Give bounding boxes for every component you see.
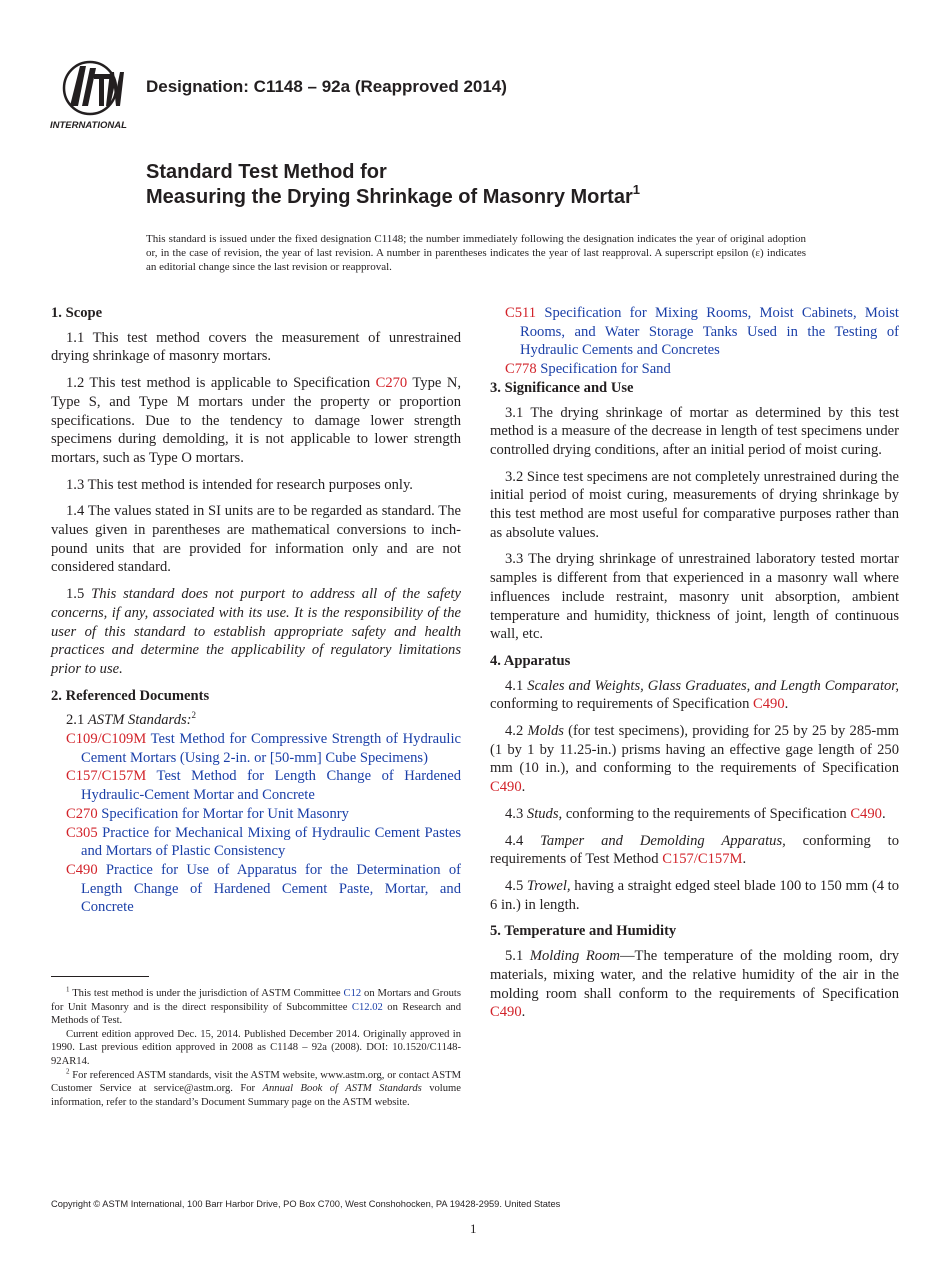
committee-link-c12[interactable]: C12 (343, 988, 362, 999)
left-column (51, 304, 461, 917)
paragraph-1-4: 1.4 The values stated in SI units are to be regarded as standard. The values given in parentheses are mathematical conversions to inch-pound units that are provided for information only and are not considered standard. (51, 503, 461, 576)
designation: Designation: C1148 – 92a (Reapproved 2014) (146, 77, 507, 96)
p1-5-number: 1.5 (66, 586, 92, 603)
ref-link-c490[interactable]: C490 (753, 696, 785, 713)
title-footnote-mark: 1 (632, 182, 640, 198)
right-column (490, 304, 899, 1030)
p1-2-text: 1.2 This test method is applicable to Specification (66, 375, 376, 392)
p4-4-text: conforming to requirements of Test Method (490, 832, 899, 868)
p4-1-text: conforming to requirements of Specification (490, 696, 754, 713)
reference-code[interactable]: C511 (505, 305, 537, 321)
paragraph-3-2: 3.2 Since test specimens are not completely unrestrained during the initial period of moist curing, measurements of drying shrinkage by this test method are most useful for comparative purposes rather than as absolute values. (490, 468, 899, 541)
paragraph-4-2 (490, 722, 899, 797)
p1-5-text: This standard does not purport to address all of the safety concerns, if any, associated with its use. It is the responsibility of the user of this standard to establish appropriate safety and health practices and determine the applicability of regulatory limitations prior to use. (51, 586, 461, 677)
footnote-rule (51, 976, 149, 977)
reference-title[interactable]: Test Method for Length Change of Hardened Hydraulic-Cement Mortar and Concrete (81, 768, 461, 804)
footnote-2-mark: 2 (66, 1067, 70, 1076)
reference-code[interactable]: C270 (66, 805, 98, 822)
p4-2-end: . (521, 779, 526, 796)
reference-title[interactable]: Specification for Mixing Rooms, Moist Cabinets, Moist Rooms, and Water Storage Tanks Used in the Testing of Hydraulic Cements and Concretes (520, 305, 899, 359)
p1-2-text-cont: Type N, Type S, and Type M mortars under the property or proportion specifications. Due to the tendency to damage lower strength specimens during demolding, it is not applicable to lower strength mortars, such as Type O mortars. (51, 375, 462, 466)
page-number: 1 (470, 1221, 477, 1236)
reference-code[interactable]: C490 (66, 861, 98, 878)
reference-item (51, 767, 461, 804)
p2-1-number: 2.1 (66, 712, 88, 729)
paragraph-3-3: 3.3 The drying shrinkage of unrestrained laboratory tested mortar samples is different from that experienced in a masonry wall where influences include restraint, masonry unit absorption, ambient temperature and humidity, thickness of joint, length of continuous wall, etc. (490, 551, 899, 643)
footnote-1-mark: 1 (66, 985, 70, 994)
p2-1-text: ASTM Standards: (87, 712, 192, 729)
footnote-1-edition: Current edition approved Dec. 15, 2014. Published December 2014. Originally approved in 1990. Last previous edition approved in 2008 as C1148 – 92a (2008). DOI: 10.1520/C1148-92AR14. (51, 1028, 461, 1067)
reference-code[interactable]: C109/C109M (66, 731, 147, 748)
p4-1-term: Scales and Weights, Glass Graduates, and Length Comparator, (527, 677, 900, 694)
paragraph-5-1 (490, 947, 899, 1022)
astm-logo-subtitle: INTERNATIONAL (50, 120, 127, 131)
reference-code[interactable]: C157/C157M (66, 768, 147, 785)
paragraph-1-1: 1.1 This test method covers the measurement of unrestrained drying shrinkage of masonry mortars. (51, 329, 461, 365)
temperature-heading: 5. Temperature and Humidity (490, 923, 677, 940)
p4-4-end: . (742, 851, 747, 868)
p4-3-term: Studs, (526, 805, 563, 822)
reference-code[interactable]: C305 (66, 824, 98, 841)
footnote-1-text: This test method is under the jurisdiction of ASTM Committee (69, 988, 344, 999)
paragraph-4-1 (490, 677, 899, 714)
ref-link-c157[interactable]: C157/C157M (662, 851, 743, 868)
p4-1-number: 4.1 (505, 677, 528, 694)
p4-5-number: 4.5 (505, 877, 527, 894)
p4-3-text: conforming to the requirements of Specification (562, 805, 851, 822)
referenced-documents-heading: 2. Referenced Documents (51, 687, 210, 704)
reference-title[interactable]: Specification for Mortar for Unit Masonry (101, 805, 349, 822)
reference-title[interactable]: Test Method for Compressive Strength of Hydraulic Cement Mortars (Using 2-in. or [50-mm] Cube Specimens) (81, 731, 461, 766)
title-line-2-text: Measuring the Drying Shrinkage of Masonry Mortar (146, 186, 633, 208)
copyright-notice: Copyright © ASTM International, 100 Barr Harbor Drive, PO Box C700, West Conshohocken, PA 19428-2959. United States (51, 1199, 561, 1209)
p5-1-number: 5.1 (505, 948, 530, 965)
reference-item (490, 304, 899, 360)
p4-5-text: having a straight edged steel blade 100 to 150 mm (4 to 6 in.) in length. (490, 877, 899, 913)
p4-5-term: Trowel, (526, 877, 571, 894)
footnote-1 (51, 987, 461, 1028)
paragraph-1-2 (51, 374, 461, 468)
paragraph-2-1 (51, 711, 461, 730)
reference-code[interactable]: C778 (505, 361, 537, 378)
significance-heading: 3. Significance and Use (490, 379, 634, 396)
p4-4-number: 4.4 (505, 832, 541, 849)
reference-item (51, 824, 461, 861)
paragraph-4-3 (490, 805, 899, 824)
p4-1-end: . (784, 696, 789, 713)
p5-1-end: . (521, 1004, 526, 1021)
p4-3-end: . (881, 805, 886, 822)
reference-item (51, 730, 461, 767)
p4-2-text: (for test specimens), providing for 25 by 25 by 285-mm (1 by 1 by 11.25-in.) prisms having an effective gage length of 250 mm (10 in.), and conforming to the requirements of Specification (490, 723, 899, 777)
title-line-2 (146, 182, 640, 210)
scope-heading: 1. Scope (51, 305, 103, 321)
p4-4-term: Tamper and Demolding Apparatus, (540, 832, 786, 849)
paragraph-3-1: 3.1 The drying shrinkage of mortar as determined by this test method is a measure of the decrease in length of test specimens under controlled drying conditions, after an initial period of moist curing. (490, 404, 899, 458)
ref-link-c270[interactable]: C270 (375, 375, 408, 392)
astm-logo-mark (64, 62, 124, 114)
p5-1-text: —The temperature of the molding room, dry materials, mixing water, and the relative humidity of the air in the molding room shall conform to the requirements of Specification (490, 948, 899, 1002)
footnote-2-book-title: Annual Book of ASTM Standards (262, 1083, 422, 1095)
apparatus-heading: 4. Apparatus (490, 652, 571, 669)
footnote-2-text-end: volume information, refer to the standard’s Document Summary page on the ASTM website. (51, 1083, 461, 1108)
p4-3-number: 4.3 (505, 805, 527, 822)
paragraph-1-5 (51, 585, 461, 679)
ref-link-c490[interactable]: C490 (490, 1004, 522, 1021)
footnote-2 (51, 1069, 461, 1110)
reference-title[interactable]: Practice for Mechanical Mixing of Hydraulic Cement Pastes and Mortars of Plastic Consistency (81, 824, 461, 860)
title-line-1: Standard Test Method for (146, 161, 387, 183)
reference-item (51, 805, 461, 824)
reference-title[interactable]: Practice for Use of Apparatus for the Determination of Length Change of Hardened Cement Paste, Mortar, and Concrete (81, 861, 461, 916)
footnote-1-text-cont: on Mortars and Grouts for Unit Masonry and is the direct responsibility of Subcommittee (51, 988, 461, 1013)
reference-item (490, 360, 899, 379)
document-title (146, 160, 640, 210)
p5-1-term: Molding Room (529, 948, 620, 965)
astm-logo (50, 58, 134, 132)
reference-title[interactable]: Specification for Sand (540, 361, 671, 378)
ref-link-c490[interactable]: C490 (490, 779, 522, 796)
paragraph-4-4 (490, 832, 899, 869)
subcommittee-link-c12-02[interactable]: C12.02 (351, 1001, 383, 1013)
issuance-note: This standard is issued under the fixed designation C1148; the number immediately following the designation indicates the year of original adoption or, in the case of revision, the year of last revision. A number in parentheses indicates the year of last reapproval. A superscript epsilon (ε) indicates an editorial change since the last revision or reapproval. (146, 233, 806, 273)
paragraph-1-3: 1.3 This test method is intended for research purposes only. (66, 476, 413, 493)
footnotes (51, 987, 461, 1109)
footnote-1-text-end: on Research and Methods of Test. (51, 1001, 462, 1027)
reference-item (51, 861, 461, 917)
p4-2-number: 4.2 (505, 723, 528, 740)
p2-1-footnote-mark: 2 (191, 710, 197, 721)
footnote-2-text: For referenced ASTM standards, visit the ASTM website, www.astm.org, or contact ASTM Customer Service at service@astm.org. For (51, 1069, 461, 1095)
paragraph-4-5 (490, 877, 899, 914)
ref-link-c490[interactable]: C490 (850, 805, 882, 822)
p4-2-term: Molds (527, 723, 564, 740)
